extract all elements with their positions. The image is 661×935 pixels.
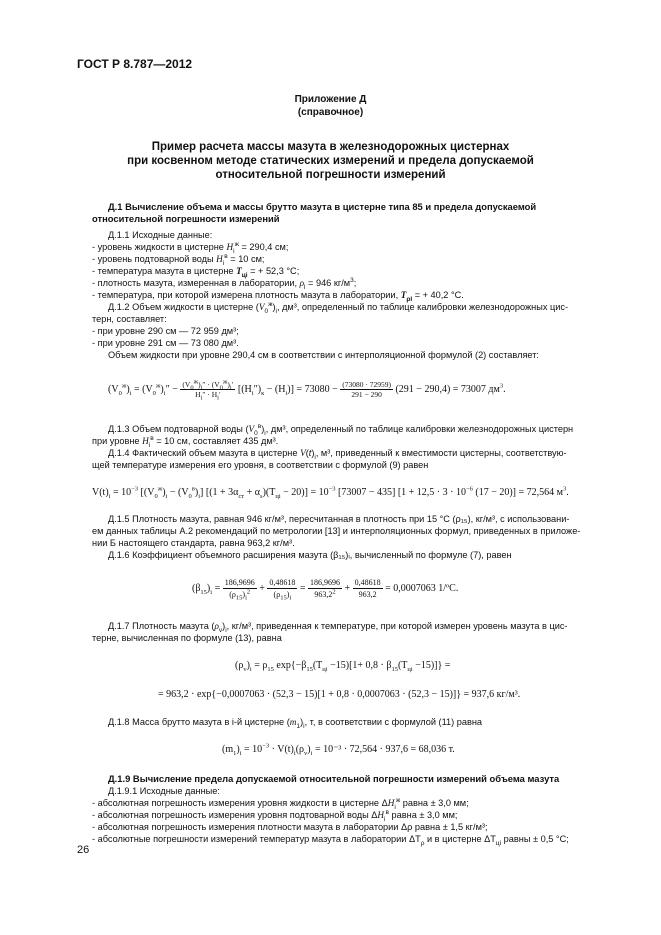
d111-item-temp: - температура мазута в цистерне $T_{ці}$ = + 52,3 °С; [92, 266, 300, 279]
d191-item-level-error: - абсолютная погрешность измерения уровня жидкости в цистерне $\Delta H_i^ж$ равна ± 3,0 мм; [92, 796, 469, 811]
d116-line-1: Д.1.6 Коэффициент объемного расширения мазута (β₁₅)ᵢ, вычисленный по формуле (7), равен [108, 550, 512, 560]
appendix-label: Приложение Д [294, 94, 367, 105]
d112-item-290: - при уровне 290 см — 72 959 дм³; [92, 326, 239, 336]
d118-line-1: Д.1.8 Масса брутто мазута в i-й цистерне $(m_1)_i$, т, в соответствии с формулой (11) равна [108, 717, 483, 730]
d191-item-temp-error: - абсолютные погрешности измерений температур мазута в лаборатории $\Delta T_\rho$ и в цистерне $\Delta T_{ці}$ равны ± 0,5 °С; [92, 834, 569, 847]
d112-line-2: терн, составляет: [92, 314, 167, 324]
formula-density-general: $(\rho_v)_i = \rho_{15}$ $\exp\{-\beta_{15}(T_{цi} -15)[1+ 0,8 \cdot \beta_{15}(T_{цi} -15)]\}$ = [235, 660, 451, 673]
d115-line-1: Д.1.5 Плотность мазута, равная 946 кг/м³, пересчитанная в плотность при 15 °С (ρ₁₅), кг/м³, с использовани- [108, 514, 570, 524]
d191-intro: Д.1.9.1 Исходные данные: [108, 786, 220, 796]
d191-item-density-error: - абсолютная погрешность измерения плотности мазута в лаборатории Δρ равна ± 1,5 кг/м³; [92, 822, 488, 832]
d114-line-1: Д.1.4 Фактический объем мазута в цистерне $V(t)_i$, м³, приведенный к вместимости цистерны, соответствую- [108, 448, 567, 461]
d191-item-water-error: - абсолютная погрешность измерения уровня подтоварной воды $\Delta H_i^в$ равна ± 3,0 мм; [92, 808, 458, 823]
section-d19-heading: Д.1.9 Вычисление предела допускаемой относительной погрешности измерений объема мазута [108, 773, 560, 784]
appendix-title-line-2: при косвенном методе статических измерений и предела допускаемой [127, 155, 534, 167]
appendix-title-line-3: относительной погрешности измерений [215, 169, 446, 181]
formula-beta: $(\beta_{15})_i$ = $\frac{186,9696}{(\rho_{15})_i^2}$ + $\frac{0,48618}{(\rho_{15})_i}$ = $\frac{186,9696}{963,2^2}$ + $\frac{0,48618}{963,2}$ = 0,0007063 1/ºС. [192, 578, 459, 602]
d117-line-2: терне, вычисленная по формуле (13), равна [92, 633, 282, 643]
appendix-title-line-1: Пример расчета массы мазута в железнодорожных цистернах [151, 141, 510, 153]
d111-item-level: - уровень жидкости в цистерне $H_i^ж = 290,4$ см; [92, 240, 289, 255]
d113-line-2: при уровне $H_i^в = 10$ см, составляет 435 дм³. [92, 434, 279, 449]
appendix-type: (справочное) [297, 107, 364, 118]
d112-item-291: - при уровне 291 см — 73 080 дм³. [92, 338, 239, 348]
d111-item-density: - плотность мазута, измеренная в лаборатории, $\rho_l = 946$ $кг/м^3$; [92, 276, 357, 291]
section-d1-heading-1: Д.1 Вычисление объема и массы брутто мазута в цистерне типа 85 и предела допускаемой [108, 201, 537, 212]
formula-mass: $(m_1)_i = 10^{-3} \cdot V(t)_i(\rho_v)_i = 10^{-3} \cdot 72,564 \cdot 937,6 = 68,036$ т. [222, 742, 455, 757]
d115-line-3: нии Б настоящего стандарта, равна 963,2 кг/м³. [92, 538, 295, 548]
d111-item-lab-temp: - температура, при которой измерена плотность мазута в лаборатории, $T_{\rho l}$ = + 40,2 °С. [92, 290, 464, 303]
d113-line-1: Д.1.3 Объем подтоварной воды $(V_0^в)_i$, дм³, определенный по таблице калибровки железнодорожных цистерн [108, 422, 574, 437]
standard-header: ГОСТ Р 8.787—2012 [77, 57, 193, 71]
section-d1-heading-2: относительной погрешности измерений [92, 213, 280, 224]
d112-line-1: Д.1.2 Объем жидкости в цистерне $(V_0^ж)_i$, дм³, определенный по таблице калибровки железнодорожных цис- [108, 300, 569, 315]
page-number: 26 [77, 844, 90, 856]
d115-line-2: ем данных таблицы А.2 рекомендаций по метрологии [13] и интерполяционных формул, приведенных в приложе- [92, 526, 581, 536]
d111-item-water: - уровень подтоварной воды $H_i^в = 10$ см; [92, 252, 265, 267]
d112-interp-text: Объем жидкости при уровне 290,4 см в соответствии с интерполяционной формулой (2) составляет: [108, 350, 539, 360]
formula-density-numeric: = 963,2 · exp{−0,0007063 · (52,3 − 15)[1 + 0,8 · 0,0007063 · (52,3 − 15)]} = 937,6 кг/м³. [158, 689, 521, 700]
formula-interpolation: $(V_0^ж)_i = (V_0^ж)_i''$ − $(V_0^ж)_i'' \cdot (V_0^ж)_i'$ $H_i'' \cdot H_i'$ $[(H_i'')_к - (H_i)] = 73080$ − $\frac{(73080 \cdot 72959)}{291 - 290}$ (291 − 290,4) = 73007 $дм^3$. [108, 378, 506, 402]
d114-line-2: щей температуре измерения его уровня, в соответствии с формулой (9) равен [92, 460, 429, 470]
d111-intro: Д.1.1 Исходные данные: [108, 230, 213, 240]
formula-actual-volume: $V(t)_i = 10^{-3}$ $[(V_0^ж)_i - (V_0^в)_i] [(1 + 3\alpha_{ст} + \alpha_s)(T_{цi} - 20)] = 10^{-3}$ [73007 − 435] [$1 + 12,5 \cdot 3 \cdot 10^{-6}$ (17 − 20)] = 72,564 $м^3$. [92, 485, 569, 500]
d117-line-1: Д.1.7 Плотность мазута $(\rho_v)_i$, кг/м³, приведенная к температуре, при которой измерен уровень мазута в цис- [108, 621, 568, 634]
